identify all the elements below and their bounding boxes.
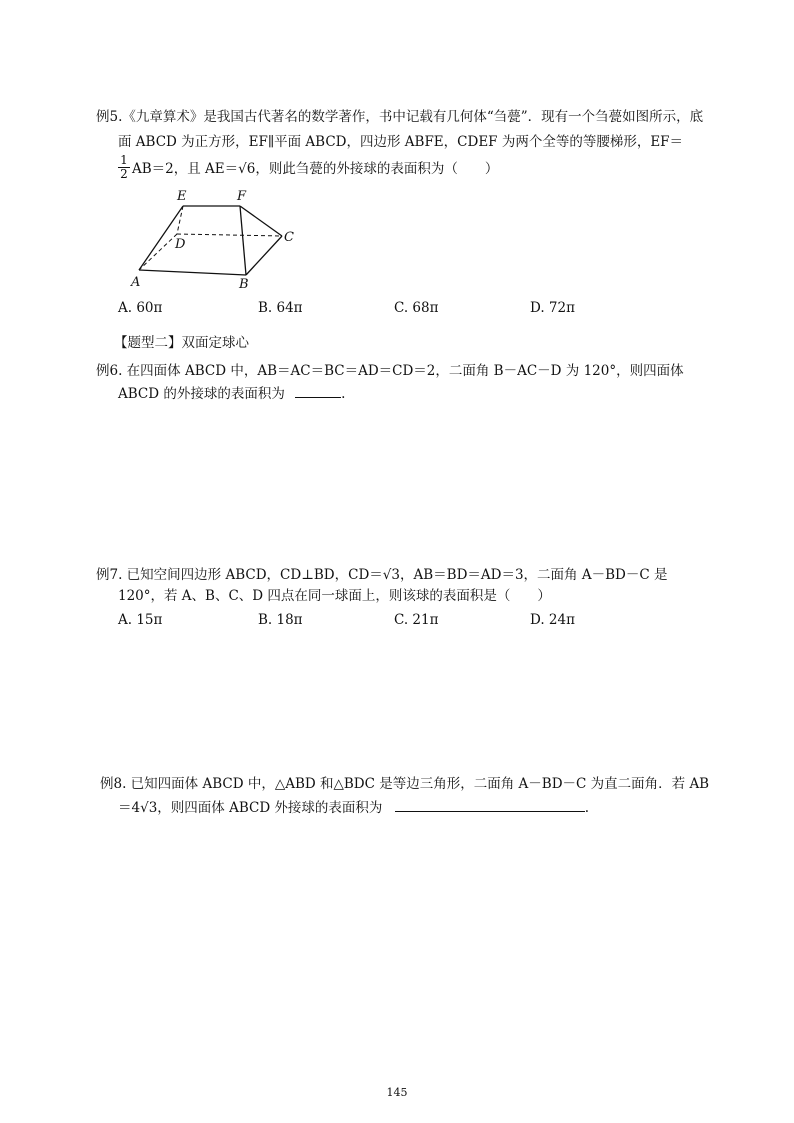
ex7-option-b: B. 18π (258, 612, 303, 628)
ex7-option-a: A. 15π (118, 612, 163, 628)
edge-BC (246, 236, 282, 275)
ex7-option-d: D. 24π (530, 612, 575, 628)
ex7-option-c: C. 21π (394, 612, 439, 628)
ex5-option-b: B. 64π (258, 300, 303, 316)
ex6-line2-period: . (341, 386, 346, 402)
answer-blank (395, 799, 585, 812)
ex5-option-c: C. 68π (394, 300, 439, 316)
ex7-line1: 例7. 已知空间四边形 ABCD，CD⊥BD，CD＝√3，AB＝BD＝AD＝3，二面角 A－BD－C 是 (96, 567, 668, 583)
ex6-line1: 例6. 在四面体 ABCD 中，AB＝AC＝BC＝AD＝CD＝2，二面角 B－AC－D 为 120°，则四面体 (96, 363, 684, 379)
ex8-line1: 例8. 已知四面体 ABCD 中，△ABD 和△BDC 是等边三角形，二面角 A－BD－C 为直二面角．若 AB (100, 776, 710, 792)
ex6-line2-text: ABCD 的外接球的表面积为 (118, 386, 285, 402)
ex7-line2: 120°，若 A、B、C、D 四点在同一球面上，则该球的表面积是（ ） (118, 588, 551, 604)
ex6-line2 (118, 385, 345, 403)
ex5-fraction (118, 154, 130, 181)
edge-FB (240, 206, 246, 275)
ex5-line1: 例5.《九章算术》是我国古代著名的数学著作，书中记载有几何体“刍甍”．现有一个刍甍如图所示，底 (96, 109, 704, 125)
fraction-numerator: 1 (118, 154, 130, 168)
label-D: D (175, 237, 186, 252)
ex8-line2-period: . (584, 800, 590, 816)
ex5-option-a: A. 60π (118, 300, 163, 316)
ex8-line2-text: ＝4√3，则四面体 ABCD 外接球的表面积为 (118, 800, 383, 816)
edge-DC (177, 234, 282, 236)
label-E: E (177, 189, 187, 204)
ex8-line2 (118, 799, 589, 817)
edge-DA (139, 234, 177, 270)
ex5-line2: 面 ABCD 为正方形，EF∥平面 ABCD，四边形 ABFE，CDEF 为两个全等的等腰梯形，EF＝ (118, 134, 684, 150)
ex5-option-d: D. 72π (530, 300, 575, 316)
label-B: B (239, 277, 249, 292)
ex5-line3: AB＝2，且 AE＝√6，则此刍甍的外接球的表面积为（ ） (132, 161, 499, 177)
label-C: C (284, 230, 294, 245)
ex5-figure (125, 182, 315, 292)
edge-AB (139, 270, 246, 275)
label-F: F (237, 189, 247, 204)
edge-FC (240, 206, 282, 236)
fraction-denominator: 2 (120, 167, 128, 181)
answer-blank (295, 385, 341, 398)
page-number: 145 (386, 1086, 408, 1099)
label-A: A (131, 275, 141, 290)
section-heading: 【题型二】双面定球心 (114, 335, 249, 351)
